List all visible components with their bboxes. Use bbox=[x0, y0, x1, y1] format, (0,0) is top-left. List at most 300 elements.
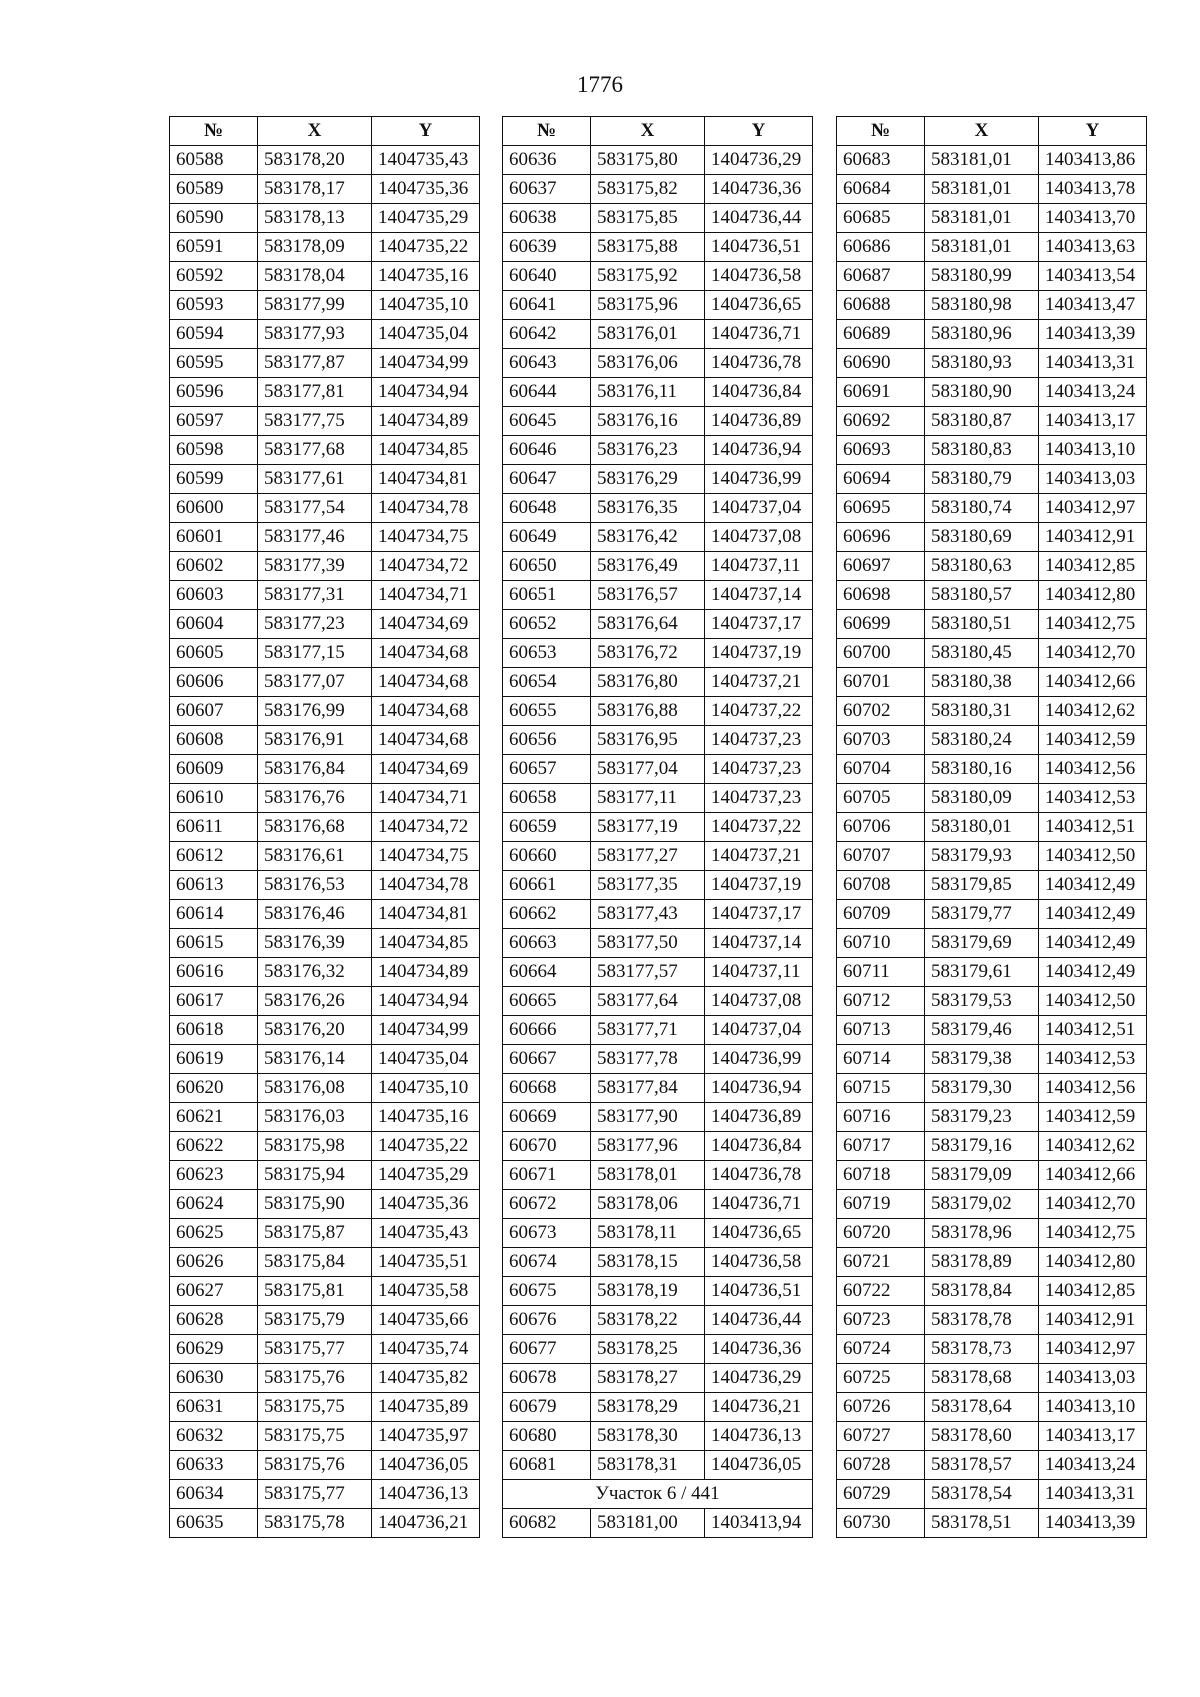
table-row bbox=[503, 204, 813, 233]
point-number-cell: 60718 bbox=[837, 1161, 925, 1190]
y-coordinate-cell: 1404736,21 bbox=[372, 1509, 480, 1538]
x-coordinate-cell: 583179,30 bbox=[925, 1074, 1039, 1103]
table-row bbox=[503, 1393, 813, 1422]
x-coordinate-cell: 583177,87 bbox=[258, 349, 372, 378]
x-coordinate-cell: 583177,23 bbox=[258, 610, 372, 639]
table-row bbox=[170, 813, 480, 842]
x-coordinate-cell: 583177,31 bbox=[258, 581, 372, 610]
y-coordinate-cell: 1403413,17 bbox=[1039, 1422, 1147, 1451]
y-coordinate-cell: 1403412,91 bbox=[1039, 523, 1147, 552]
y-coordinate-cell: 1403412,75 bbox=[1039, 610, 1147, 639]
y-coordinate-cell: 1404735,43 bbox=[372, 146, 480, 175]
x-coordinate-cell: 583181,01 bbox=[925, 146, 1039, 175]
x-coordinate-cell: 583176,20 bbox=[258, 1016, 372, 1045]
point-number-cell: 60601 bbox=[170, 523, 258, 552]
point-number-cell: 60692 bbox=[837, 407, 925, 436]
y-coordinate-cell: 1403413,63 bbox=[1039, 233, 1147, 262]
point-number-cell: 60646 bbox=[503, 436, 591, 465]
y-coordinate-cell: 1404736,58 bbox=[705, 1248, 813, 1277]
point-number-cell: 60606 bbox=[170, 668, 258, 697]
point-number-cell: 60642 bbox=[503, 320, 591, 349]
y-coordinate-cell: 1404737,23 bbox=[705, 755, 813, 784]
point-number-cell: 60673 bbox=[503, 1219, 591, 1248]
x-coordinate-cell: 583178,25 bbox=[591, 1335, 705, 1364]
point-number-cell: 60603 bbox=[170, 581, 258, 610]
table-row bbox=[503, 1103, 813, 1132]
x-coordinate-cell: 583180,31 bbox=[925, 697, 1039, 726]
table-row bbox=[170, 1364, 480, 1393]
y-coordinate-cell: 1403413,39 bbox=[1039, 320, 1147, 349]
table-row bbox=[837, 1219, 1147, 1248]
y-coordinate-cell: 1403412,66 bbox=[1039, 668, 1147, 697]
y-coordinate-cell: 1404735,43 bbox=[372, 1219, 480, 1248]
table-row bbox=[170, 378, 480, 407]
table-row bbox=[170, 407, 480, 436]
point-number-cell: 60602 bbox=[170, 552, 258, 581]
table-row bbox=[503, 1451, 813, 1480]
y-coordinate-cell: 1404735,97 bbox=[372, 1422, 480, 1451]
point-number-cell: 60714 bbox=[837, 1045, 925, 1074]
y-coordinate-cell: 1404737,04 bbox=[705, 1016, 813, 1045]
y-coordinate-cell: 1404734,99 bbox=[372, 349, 480, 378]
x-coordinate-cell: 583180,51 bbox=[925, 610, 1039, 639]
point-number-cell: 60623 bbox=[170, 1161, 258, 1190]
x-coordinate-cell: 583176,39 bbox=[258, 929, 372, 958]
y-coordinate-cell: 1403412,62 bbox=[1039, 697, 1147, 726]
point-number-cell: 60617 bbox=[170, 987, 258, 1016]
y-coordinate-cell: 1403412,50 bbox=[1039, 987, 1147, 1016]
point-number-cell: 60638 bbox=[503, 204, 591, 233]
y-coordinate-cell: 1404736,84 bbox=[705, 378, 813, 407]
y-coordinate-cell: 1404736,44 bbox=[705, 1306, 813, 1335]
point-number-cell: 60713 bbox=[837, 1016, 925, 1045]
point-number-cell: 60660 bbox=[503, 842, 591, 871]
table-row bbox=[837, 1132, 1147, 1161]
point-number-cell: 60650 bbox=[503, 552, 591, 581]
y-coordinate-cell: 1404737,21 bbox=[705, 842, 813, 871]
y-coordinate-cell: 1403413,10 bbox=[1039, 436, 1147, 465]
y-coordinate-cell: 1404737,08 bbox=[705, 523, 813, 552]
table-row bbox=[503, 639, 813, 668]
x-coordinate-cell: 583180,38 bbox=[925, 668, 1039, 697]
x-coordinate-cell: 583178,27 bbox=[591, 1364, 705, 1393]
x-coordinate-cell: 583175,88 bbox=[591, 233, 705, 262]
point-number-cell: 60632 bbox=[170, 1422, 258, 1451]
table-row bbox=[503, 552, 813, 581]
y-coordinate-cell: 1403412,85 bbox=[1039, 1277, 1147, 1306]
y-coordinate-cell: 1403412,51 bbox=[1039, 813, 1147, 842]
point-number-cell: 60703 bbox=[837, 726, 925, 755]
table-row bbox=[837, 610, 1147, 639]
x-coordinate-cell: 583179,09 bbox=[925, 1161, 1039, 1190]
point-number-cell: 60613 bbox=[170, 871, 258, 900]
table-row bbox=[837, 581, 1147, 610]
x-coordinate-cell: 583180,79 bbox=[925, 465, 1039, 494]
table-row bbox=[170, 581, 480, 610]
y-coordinate-cell: 1403412,62 bbox=[1039, 1132, 1147, 1161]
column-header-x: X bbox=[925, 117, 1039, 146]
x-coordinate-cell: 583177,61 bbox=[258, 465, 372, 494]
point-number-cell: 60708 bbox=[837, 871, 925, 900]
point-number-cell: 60705 bbox=[837, 784, 925, 813]
x-coordinate-cell: 583175,76 bbox=[258, 1364, 372, 1393]
x-coordinate-cell: 583177,71 bbox=[591, 1016, 705, 1045]
x-coordinate-cell: 583176,11 bbox=[591, 378, 705, 407]
y-coordinate-cell: 1404737,08 bbox=[705, 987, 813, 1016]
y-coordinate-cell: 1404734,94 bbox=[372, 987, 480, 1016]
y-coordinate-cell: 1403413,86 bbox=[1039, 146, 1147, 175]
table-row bbox=[170, 1016, 480, 1045]
table-row bbox=[170, 755, 480, 784]
table-row bbox=[170, 552, 480, 581]
point-number-cell: 60676 bbox=[503, 1306, 591, 1335]
y-coordinate-cell: 1404734,75 bbox=[372, 842, 480, 871]
table-row bbox=[503, 987, 813, 1016]
point-number-cell: 60667 bbox=[503, 1045, 591, 1074]
table-row bbox=[170, 523, 480, 552]
column-header-x: X bbox=[258, 117, 372, 146]
y-coordinate-cell: 1404736,36 bbox=[705, 175, 813, 204]
point-number-cell: 60634 bbox=[170, 1480, 258, 1509]
x-coordinate-cell: 583178,30 bbox=[591, 1422, 705, 1451]
x-coordinate-cell: 583181,01 bbox=[925, 204, 1039, 233]
y-coordinate-cell: 1404735,10 bbox=[372, 1074, 480, 1103]
table-row bbox=[837, 1393, 1147, 1422]
x-coordinate-cell: 583177,93 bbox=[258, 320, 372, 349]
x-coordinate-cell: 583177,35 bbox=[591, 871, 705, 900]
x-coordinate-cell: 583178,60 bbox=[925, 1422, 1039, 1451]
table-row bbox=[837, 523, 1147, 552]
y-coordinate-cell: 1404737,14 bbox=[705, 581, 813, 610]
table-row bbox=[503, 1161, 813, 1190]
table-row bbox=[170, 1306, 480, 1335]
table-row bbox=[170, 1451, 480, 1480]
y-coordinate-cell: 1404734,81 bbox=[372, 465, 480, 494]
table-row bbox=[170, 1422, 480, 1451]
y-coordinate-cell: 1404737,22 bbox=[705, 697, 813, 726]
x-coordinate-cell: 583177,50 bbox=[591, 929, 705, 958]
table-row bbox=[170, 842, 480, 871]
point-number-cell: 60662 bbox=[503, 900, 591, 929]
point-number-cell: 60649 bbox=[503, 523, 591, 552]
table-row bbox=[170, 871, 480, 900]
section-separator-row bbox=[503, 1480, 813, 1509]
table-row bbox=[503, 175, 813, 204]
y-coordinate-cell: 1404737,11 bbox=[705, 958, 813, 987]
y-coordinate-cell: 1404737,17 bbox=[705, 610, 813, 639]
table-header-row bbox=[503, 117, 813, 146]
x-coordinate-cell: 583176,35 bbox=[591, 494, 705, 523]
point-number-cell: 60590 bbox=[170, 204, 258, 233]
table-row bbox=[837, 929, 1147, 958]
table-row bbox=[837, 378, 1147, 407]
y-coordinate-cell: 1404734,89 bbox=[372, 407, 480, 436]
x-coordinate-cell: 583180,83 bbox=[925, 436, 1039, 465]
y-coordinate-cell: 1404736,99 bbox=[705, 1045, 813, 1074]
x-coordinate-cell: 583181,01 bbox=[925, 175, 1039, 204]
point-number-cell: 60678 bbox=[503, 1364, 591, 1393]
x-coordinate-cell: 583180,98 bbox=[925, 291, 1039, 320]
y-coordinate-cell: 1404735,82 bbox=[372, 1364, 480, 1393]
table-row bbox=[837, 697, 1147, 726]
x-coordinate-cell: 583180,01 bbox=[925, 813, 1039, 842]
point-number-cell: 60722 bbox=[837, 1277, 925, 1306]
table-row bbox=[170, 175, 480, 204]
point-number-cell: 60664 bbox=[503, 958, 591, 987]
x-coordinate-cell: 583175,77 bbox=[258, 1335, 372, 1364]
x-coordinate-cell: 583178,19 bbox=[591, 1277, 705, 1306]
point-number-cell: 60654 bbox=[503, 668, 591, 697]
page-number: 1776 bbox=[577, 72, 623, 97]
table-row bbox=[837, 146, 1147, 175]
table-row bbox=[837, 552, 1147, 581]
x-coordinate-cell: 583177,90 bbox=[591, 1103, 705, 1132]
y-coordinate-cell: 1403412,85 bbox=[1039, 552, 1147, 581]
y-coordinate-cell: 1404736,89 bbox=[705, 407, 813, 436]
y-coordinate-cell: 1404735,04 bbox=[372, 1045, 480, 1074]
x-coordinate-cell: 583175,80 bbox=[591, 146, 705, 175]
point-number-cell: 60663 bbox=[503, 929, 591, 958]
y-coordinate-cell: 1403412,59 bbox=[1039, 1103, 1147, 1132]
point-number-cell: 60658 bbox=[503, 784, 591, 813]
x-coordinate-cell: 583177,43 bbox=[591, 900, 705, 929]
y-coordinate-cell: 1404735,16 bbox=[372, 262, 480, 291]
point-number-cell: 60600 bbox=[170, 494, 258, 523]
x-coordinate-cell: 583180,16 bbox=[925, 755, 1039, 784]
point-number-cell: 60681 bbox=[503, 1451, 591, 1480]
y-coordinate-cell: 1404734,68 bbox=[372, 639, 480, 668]
y-coordinate-cell: 1404734,68 bbox=[372, 697, 480, 726]
x-coordinate-cell: 583176,64 bbox=[591, 610, 705, 639]
y-coordinate-cell: 1404737,04 bbox=[705, 494, 813, 523]
table-row bbox=[837, 813, 1147, 842]
column-header-y: Y bbox=[1039, 117, 1147, 146]
x-coordinate-cell: 583180,87 bbox=[925, 407, 1039, 436]
point-number-cell: 60706 bbox=[837, 813, 925, 842]
table-row bbox=[837, 175, 1147, 204]
x-coordinate-cell: 583175,75 bbox=[258, 1393, 372, 1422]
point-number-cell: 60688 bbox=[837, 291, 925, 320]
y-coordinate-cell: 1404735,51 bbox=[372, 1248, 480, 1277]
table-row bbox=[503, 1074, 813, 1103]
x-coordinate-cell: 583177,04 bbox=[591, 755, 705, 784]
x-coordinate-cell: 583177,78 bbox=[591, 1045, 705, 1074]
y-coordinate-cell: 1404736,71 bbox=[705, 320, 813, 349]
y-coordinate-cell: 1404736,99 bbox=[705, 465, 813, 494]
table-row bbox=[170, 1074, 480, 1103]
table-row bbox=[170, 929, 480, 958]
x-coordinate-cell: 583177,27 bbox=[591, 842, 705, 871]
x-coordinate-cell: 583176,57 bbox=[591, 581, 705, 610]
y-coordinate-cell: 1404736,58 bbox=[705, 262, 813, 291]
x-coordinate-cell: 583177,11 bbox=[591, 784, 705, 813]
point-number-cell: 60686 bbox=[837, 233, 925, 262]
point-number-cell: 60729 bbox=[837, 1480, 925, 1509]
point-number-cell: 60620 bbox=[170, 1074, 258, 1103]
y-coordinate-cell: 1404736,13 bbox=[372, 1480, 480, 1509]
y-coordinate-cell: 1404734,69 bbox=[372, 755, 480, 784]
point-number-cell: 60693 bbox=[837, 436, 925, 465]
point-number-cell: 60704 bbox=[837, 755, 925, 784]
point-number-cell: 60644 bbox=[503, 378, 591, 407]
y-coordinate-cell: 1404735,04 bbox=[372, 320, 480, 349]
point-number-cell: 60622 bbox=[170, 1132, 258, 1161]
x-coordinate-cell: 583180,69 bbox=[925, 523, 1039, 552]
point-number-cell: 60726 bbox=[837, 1393, 925, 1422]
x-coordinate-cell: 583178,22 bbox=[591, 1306, 705, 1335]
y-coordinate-cell: 1403412,56 bbox=[1039, 755, 1147, 784]
table-row bbox=[503, 900, 813, 929]
y-coordinate-cell: 1404735,36 bbox=[372, 1190, 480, 1219]
point-number-cell: 60612 bbox=[170, 842, 258, 871]
point-number-cell: 60597 bbox=[170, 407, 258, 436]
y-coordinate-cell: 1404737,19 bbox=[705, 871, 813, 900]
x-coordinate-cell: 583180,99 bbox=[925, 262, 1039, 291]
table-row bbox=[503, 233, 813, 262]
point-number-cell: 60696 bbox=[837, 523, 925, 552]
table-row bbox=[170, 436, 480, 465]
point-number-cell: 60724 bbox=[837, 1335, 925, 1364]
point-number-cell: 60657 bbox=[503, 755, 591, 784]
point-number-cell: 60637 bbox=[503, 175, 591, 204]
point-number-cell: 60659 bbox=[503, 813, 591, 842]
point-number-cell: 60630 bbox=[170, 1364, 258, 1393]
point-number-cell: 60698 bbox=[837, 581, 925, 610]
x-coordinate-cell: 583176,01 bbox=[591, 320, 705, 349]
section-label: Участок 6 / 441 bbox=[503, 1480, 813, 1509]
table-row bbox=[503, 697, 813, 726]
table-row bbox=[503, 871, 813, 900]
x-coordinate-cell: 583177,15 bbox=[258, 639, 372, 668]
table-row bbox=[503, 929, 813, 958]
y-coordinate-cell: 1404737,14 bbox=[705, 929, 813, 958]
table-row bbox=[837, 1451, 1147, 1480]
table-row bbox=[503, 320, 813, 349]
y-coordinate-cell: 1404736,51 bbox=[705, 233, 813, 262]
table-row bbox=[837, 900, 1147, 929]
x-coordinate-cell: 583176,23 bbox=[591, 436, 705, 465]
x-coordinate-cell: 583179,02 bbox=[925, 1190, 1039, 1219]
y-coordinate-cell: 1404734,75 bbox=[372, 523, 480, 552]
table-row bbox=[170, 1045, 480, 1074]
x-coordinate-cell: 583176,46 bbox=[258, 900, 372, 929]
y-coordinate-cell: 1404734,71 bbox=[372, 784, 480, 813]
coordinates-table-2 bbox=[502, 116, 813, 1538]
x-coordinate-cell: 583179,38 bbox=[925, 1045, 1039, 1074]
point-number-cell: 60675 bbox=[503, 1277, 591, 1306]
y-coordinate-cell: 1403412,70 bbox=[1039, 639, 1147, 668]
point-number-cell: 60687 bbox=[837, 262, 925, 291]
y-coordinate-cell: 1404737,21 bbox=[705, 668, 813, 697]
x-coordinate-cell: 583177,39 bbox=[258, 552, 372, 581]
x-coordinate-cell: 583176,76 bbox=[258, 784, 372, 813]
y-coordinate-cell: 1404735,22 bbox=[372, 1132, 480, 1161]
point-number-cell: 60607 bbox=[170, 697, 258, 726]
point-number-cell: 60592 bbox=[170, 262, 258, 291]
point-number-cell: 60621 bbox=[170, 1103, 258, 1132]
x-coordinate-cell: 583175,78 bbox=[258, 1509, 372, 1538]
table-row bbox=[170, 1509, 480, 1538]
table-row bbox=[170, 262, 480, 291]
point-number-cell: 60668 bbox=[503, 1074, 591, 1103]
x-coordinate-cell: 583176,95 bbox=[591, 726, 705, 755]
x-coordinate-cell: 583177,07 bbox=[258, 668, 372, 697]
table-row bbox=[503, 1132, 813, 1161]
point-number-cell: 60629 bbox=[170, 1335, 258, 1364]
table-header-row bbox=[170, 117, 480, 146]
point-number-cell: 60669 bbox=[503, 1103, 591, 1132]
point-number-cell: 60672 bbox=[503, 1190, 591, 1219]
x-coordinate-cell: 583178,96 bbox=[925, 1219, 1039, 1248]
x-coordinate-cell: 583176,84 bbox=[258, 755, 372, 784]
point-number-cell: 60615 bbox=[170, 929, 258, 958]
table-row bbox=[503, 146, 813, 175]
y-coordinate-cell: 1404736,89 bbox=[705, 1103, 813, 1132]
y-coordinate-cell: 1404736,29 bbox=[705, 146, 813, 175]
table-row bbox=[170, 1277, 480, 1306]
point-number-cell: 60670 bbox=[503, 1132, 591, 1161]
x-coordinate-cell: 583176,16 bbox=[591, 407, 705, 436]
table-row bbox=[503, 726, 813, 755]
y-coordinate-cell: 1404736,94 bbox=[705, 1074, 813, 1103]
point-number-cell: 60625 bbox=[170, 1219, 258, 1248]
table-row bbox=[837, 1335, 1147, 1364]
point-number-cell: 60677 bbox=[503, 1335, 591, 1364]
table-row bbox=[503, 349, 813, 378]
point-number-cell: 60728 bbox=[837, 1451, 925, 1480]
table-row bbox=[503, 1016, 813, 1045]
x-coordinate-cell: 583176,99 bbox=[258, 697, 372, 726]
x-coordinate-cell: 583175,85 bbox=[591, 204, 705, 233]
point-number-cell: 60683 bbox=[837, 146, 925, 175]
y-coordinate-cell: 1403412,97 bbox=[1039, 494, 1147, 523]
point-number-cell: 60710 bbox=[837, 929, 925, 958]
point-number-cell: 60719 bbox=[837, 1190, 925, 1219]
point-number-cell: 60725 bbox=[837, 1364, 925, 1393]
table-row bbox=[170, 1103, 480, 1132]
point-number-cell: 60721 bbox=[837, 1248, 925, 1277]
y-coordinate-cell: 1403413,24 bbox=[1039, 378, 1147, 407]
point-number-cell: 60594 bbox=[170, 320, 258, 349]
table-row bbox=[170, 320, 480, 349]
y-coordinate-cell: 1403413,17 bbox=[1039, 407, 1147, 436]
x-coordinate-cell: 583176,14 bbox=[258, 1045, 372, 1074]
column-header-number: № bbox=[503, 117, 591, 146]
y-coordinate-cell: 1403412,75 bbox=[1039, 1219, 1147, 1248]
x-coordinate-cell: 583178,29 bbox=[591, 1393, 705, 1422]
point-number-cell: 60656 bbox=[503, 726, 591, 755]
y-coordinate-cell: 1404737,23 bbox=[705, 784, 813, 813]
x-coordinate-cell: 583176,53 bbox=[258, 871, 372, 900]
table-row bbox=[837, 639, 1147, 668]
x-coordinate-cell: 583175,94 bbox=[258, 1161, 372, 1190]
table-row bbox=[837, 1248, 1147, 1277]
x-coordinate-cell: 583176,26 bbox=[258, 987, 372, 1016]
point-number-cell: 60619 bbox=[170, 1045, 258, 1074]
y-coordinate-cell: 1403412,59 bbox=[1039, 726, 1147, 755]
y-coordinate-cell: 1403412,53 bbox=[1039, 1045, 1147, 1074]
y-coordinate-cell: 1403413,47 bbox=[1039, 291, 1147, 320]
y-coordinate-cell: 1403412,97 bbox=[1039, 1335, 1147, 1364]
table-row bbox=[503, 1364, 813, 1393]
table-row bbox=[503, 465, 813, 494]
y-coordinate-cell: 1404736,44 bbox=[705, 204, 813, 233]
y-coordinate-cell: 1404736,05 bbox=[372, 1451, 480, 1480]
y-coordinate-cell: 1404736,21 bbox=[705, 1393, 813, 1422]
y-coordinate-cell: 1404736,05 bbox=[705, 1451, 813, 1480]
x-coordinate-cell: 583175,81 bbox=[258, 1277, 372, 1306]
y-coordinate-cell: 1404734,78 bbox=[372, 871, 480, 900]
